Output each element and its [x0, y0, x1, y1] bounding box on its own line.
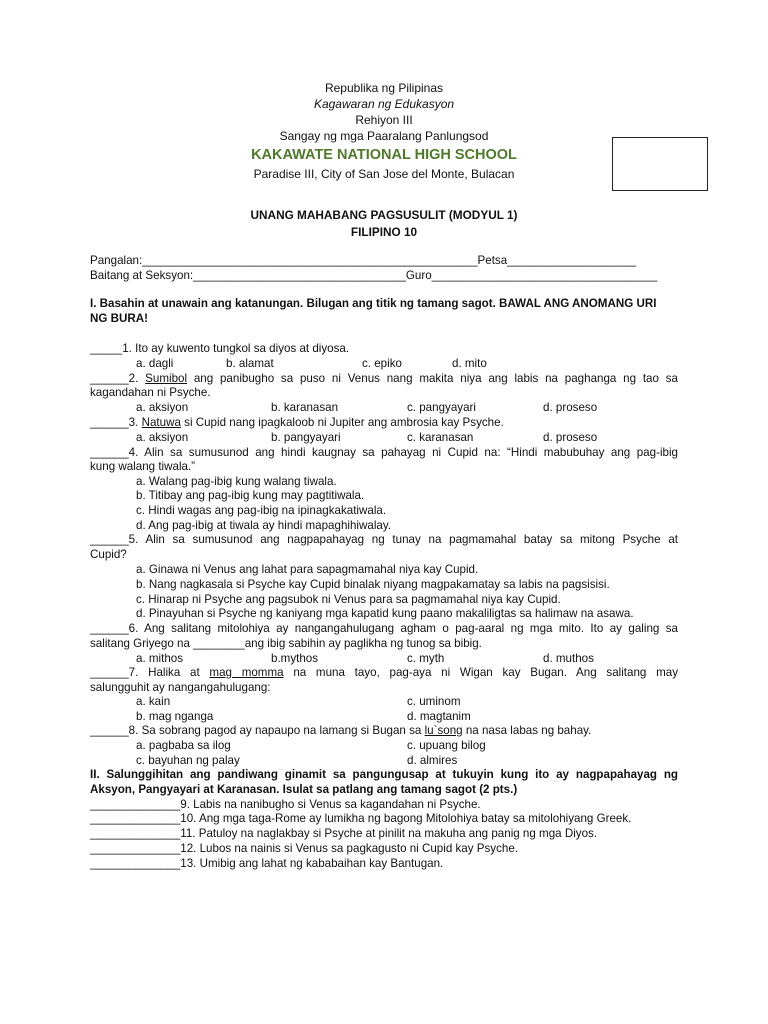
question-6-line2: salitang Griyego na ________ang ibig sabihin ay paglikha ng tunog sa bibig.: [90, 637, 482, 650]
q4-option-a[interactable]: a. Walang pag-ibig kung walang tiwala.: [136, 475, 337, 488]
q1-option-c[interactable]: c. epiko: [362, 357, 402, 370]
department-line: Kagawaran ng Edukasyon: [313, 97, 455, 111]
q7-option-a[interactable]: a. kain: [136, 695, 171, 708]
q8-option-a[interactable]: a. pagbaba sa ilog: [136, 739, 231, 752]
q6-option-b[interactable]: b.mythos: [271, 652, 319, 665]
part1-instruction-line1: I. Basahin at unawain ang katanungan. Bilugan ang titik ng tamang sagot. BAWAL ANG ANOMANG URI: [90, 297, 657, 310]
q2-option-a[interactable]: a. aksiyon: [136, 401, 189, 414]
q3-text: si Cupid nang ipagkaloob ni Jupiter ang ambrosia kay Psyche.: [184, 416, 504, 429]
q3-option-a[interactable]: a. aksiyon: [136, 431, 189, 444]
q2-underlined-word: Sumibol: [145, 372, 188, 385]
q8-option-c[interactable]: c. upuang bilog: [407, 739, 486, 752]
q2-option-b[interactable]: b. karanasan: [271, 401, 339, 414]
question-7: [90, 666, 678, 681]
question-2-line2: kagandahan ni Psyche.: [90, 386, 211, 399]
q8-option-d[interactable]: d. almires: [407, 754, 458, 767]
q7-option-c[interactable]: c. uminom: [407, 695, 461, 708]
q8-text-end: na nasa labas ng bahay.: [465, 724, 592, 737]
exam-subject: FILIPINO 10: [350, 225, 418, 239]
q8-option-c2[interactable]: c. bayuhan ng palay: [136, 754, 240, 767]
q2-option-d[interactable]: d. proseso: [543, 401, 598, 414]
q7-text: na muna tayo, pag-aya ni Wigan kay Bugan. Ang salitang may: [293, 666, 678, 679]
question-6: ______6. Ang salitang mitolohiya ay nangangahulugang agham o pag-aaral ng mga mito. Ito ay galing sa: [90, 622, 678, 635]
q5-option-d[interactable]: d. Pinayuhan si Psyche ng kaniyang mga kapatid kung paano makaliligtas sa halimaw na asawa.: [136, 607, 634, 620]
q1-option-b[interactable]: b. alamat: [226, 357, 274, 370]
q2-blank: ______2.: [90, 372, 139, 385]
q8-text-start: ______8. Sa sobrang pagod ay napaupo na lamang si Bugan sa: [90, 724, 422, 737]
q8-underlined-word: lu`song: [424, 724, 463, 737]
q5-option-b[interactable]: b. Nang nagkasala si Psyche kay Cupid binalak niyang magpakamatay sa labis na pagsisisi.: [136, 578, 610, 591]
question-2: [90, 372, 678, 387]
part2-item-12[interactable]: ______________12. Lubos na nainis si Venus sa pagkagusto ni Cupid kay Psyche.: [90, 842, 518, 855]
part2-item-9[interactable]: ______________9. Labis na nanibugho si Venus sa kagandahan ni Psyche.: [90, 798, 481, 811]
q6-option-d[interactable]: d. muthos: [543, 652, 594, 665]
q4-option-b[interactable]: b. Titibay ang pag-ibig kung may pagtitiwala.: [136, 489, 365, 502]
q6-option-a[interactable]: a. mithos: [136, 652, 184, 665]
part2-points: (2 pts.): [479, 783, 518, 796]
question-7-line2: salungguhit ay nangangahulugang:: [90, 681, 271, 694]
q3-option-c[interactable]: c. karanasan: [407, 431, 474, 444]
q3-option-d[interactable]: d. proseso: [543, 431, 598, 444]
q3-underlined-word: Natuwa: [141, 416, 181, 429]
q4-option-d[interactable]: d. Ang pag-ibig at tiwala ay hindi mapaghihiwalay.: [136, 519, 392, 532]
question-8: [90, 724, 591, 739]
q2-text: ang panibugho sa puso ni Venus nang makita niya ang labis na paghanga ng tao sa: [193, 372, 678, 385]
question-1: _____1. Ito ay kuwento tungkol sa diyos at diyosa.: [90, 342, 350, 355]
question-4: ______4. Alin sa sumusunod ang hindi kaugnay sa pahayag ni Cupid na: “Hindi mabubuhay ang pag-ibig: [90, 446, 678, 459]
question-3: [90, 416, 504, 431]
part2-item-11[interactable]: ______________11. Patuloy na naglakbay si Psyche at pinilit na makuha ang panig ng mga Diyos.: [90, 827, 598, 840]
region-line: Rehiyon III: [355, 113, 413, 127]
q3-blank: ______3.: [90, 416, 139, 429]
question-5-line2: Cupid?: [90, 548, 127, 561]
q1-option-d[interactable]: d. mito: [452, 357, 487, 370]
q5-option-a[interactable]: a. Ginawa ni Venus ang lahat para sapagmamahal niya kay Cupid.: [136, 563, 479, 576]
q7-option-b[interactable]: b. mag nganga: [136, 710, 214, 723]
photo-box: [612, 137, 708, 191]
part2-item-10[interactable]: ______________10. Ang mga taga-Rome ay lumikha ng bagong Mitolohiya batay sa mitolohiyang Greek.: [90, 812, 632, 825]
school-address: Paradise III, City of San Jose del Monte, Bulacan: [253, 167, 515, 181]
q6-option-c[interactable]: c. myth: [407, 652, 445, 665]
q1-option-a[interactable]: a. dagli: [136, 357, 174, 370]
q3-option-b[interactable]: b. pangyayari: [271, 431, 341, 444]
part2-item-13[interactable]: ______________13. Umibig ang lahat ng kababaihan kay Bantugan.: [90, 857, 444, 870]
q5-option-c[interactable]: c. Hinarap ni Psyche ang pagsubok ni Venus para sa pagmamahal niya kay Cupid.: [136, 593, 561, 606]
q4-option-c[interactable]: c. Hindi wagas ang pag-ibig na ipinagkakatiwala.: [136, 504, 387, 517]
part2-instruction-text: Aksyon, Pangyayari at Karanasan. Isulat sa patlang ang tamang sagot: [90, 783, 476, 796]
q7-blank: ______7. Halika at: [90, 666, 200, 679]
school-name: KAKAWATE NATIONAL HIGH SCHOOL: [251, 147, 517, 163]
q7-option-d[interactable]: d. magtanim: [407, 710, 471, 723]
part1-instruction-line2: NG BURA!: [90, 312, 148, 325]
part2-instruction-line1: II. Salunggihitan ang pandiwang ginamit sa pangungusap at tukuyin kung ito ay nagpapahayag ng: [90, 768, 678, 781]
name-date-field[interactable]: Pangalan:____________________________________________________Petsa____________________: [90, 254, 637, 267]
q2-option-c[interactable]: c. pangyayari: [407, 401, 476, 414]
section-teacher-field[interactable]: Baitang at Seksyon:_________________________________Guro___________________________________: [90, 269, 658, 282]
q7-underlined-word: mag momma: [209, 666, 284, 679]
question-5: ______5. Alin sa sumusunod ang nagpapahayag ng tunay na pagmamahal batay sa mitong Psyche at: [90, 533, 678, 546]
country-line: Republika ng Pilipinas: [324, 81, 444, 95]
division-line: Sangay ng mga Paaralang Panlungsod: [279, 129, 489, 143]
exam-title: UNANG MAHABANG PAGSUSULIT (MODYUL 1): [250, 208, 518, 222]
part2-instruction-line2: [90, 783, 517, 798]
question-4-line2: kung walang tiwala.”: [90, 460, 196, 473]
